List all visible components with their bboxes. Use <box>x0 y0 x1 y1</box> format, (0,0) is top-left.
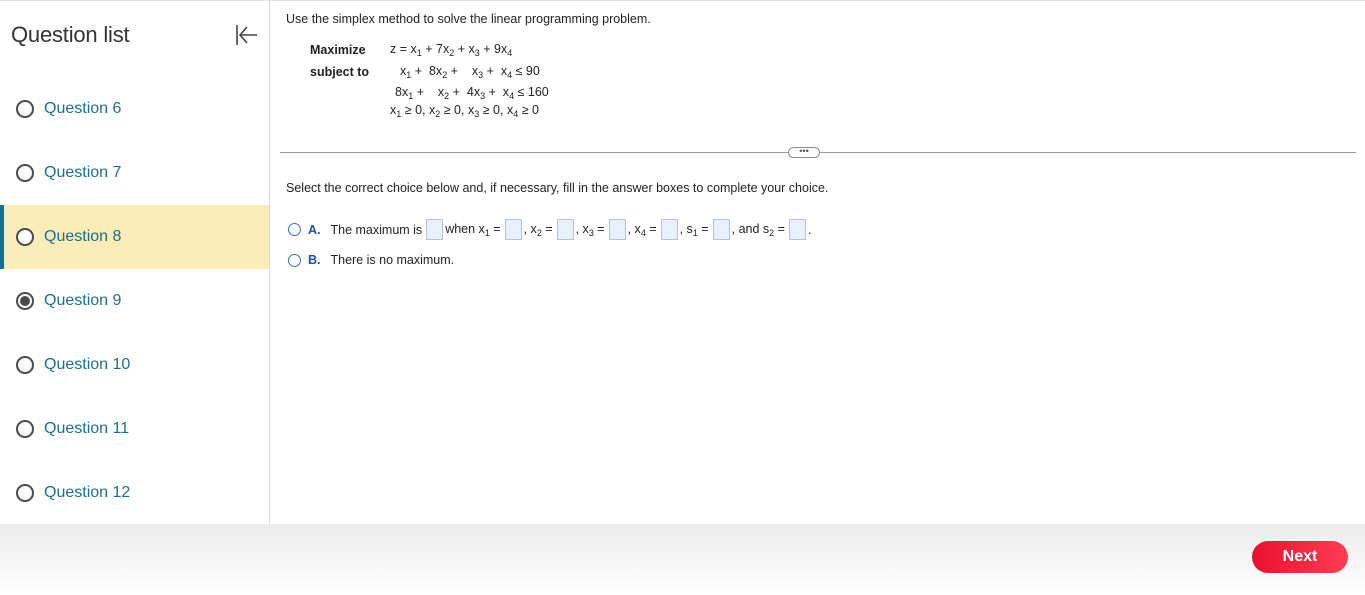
question-label: Question 12 <box>44 484 131 501</box>
x2-input[interactable] <box>557 219 574 240</box>
question-label: Question 10 <box>44 356 131 373</box>
choice-b[interactable] <box>288 253 454 267</box>
next-button[interactable]: Next <box>1252 541 1348 573</box>
x4-label: , $x_4$ = <box>627 221 657 238</box>
question-label: Question 7 <box>44 164 122 181</box>
status-circle-icon <box>16 164 34 182</box>
question-item[interactable] <box>0 269 269 333</box>
question-item[interactable] <box>0 461 269 525</box>
x3-label: , $x_3$ = <box>575 221 605 238</box>
nonnegativity-constraint: $x_1 \ge 0$, $x_2 \ge 0$, $x_3 \ge 0$, $x_4 \ge 0$ <box>390 103 539 119</box>
choice-a-text: The maximum is <box>330 222 423 237</box>
choice-b-letter: B. <box>308 253 321 267</box>
status-circle-icon <box>16 100 34 118</box>
question-item[interactable] <box>0 77 269 141</box>
question-label: Question 6 <box>44 100 122 117</box>
x4-input[interactable] <box>661 219 678 240</box>
question-item-current[interactable] <box>0 205 269 269</box>
choice-a[interactable]: A. The maximum is when $x_1$ = , $x_2$ = , $x_3$ = , $x_4$ = , $s_1$ = , and $s_2$ = . <box>288 219 811 240</box>
question-label: Question 8 <box>44 228 122 245</box>
s2-label: , and $s_2$ = <box>731 221 785 238</box>
question-panel <box>270 0 1365 524</box>
choice-b-text: There is no maximum. <box>330 253 455 267</box>
s1-label: , $s_1$ = <box>679 221 709 238</box>
instruction-text: Use the simplex method to solve the linear programming problem. <box>286 12 651 26</box>
status-circle-icon <box>16 228 34 246</box>
collapse-sidebar-button[interactable] <box>233 23 259 47</box>
constraint-2: $8x_1$ + $x_2 + 4x_3 + x_4 \le 160$ <box>395 85 549 101</box>
status-circle-icon <box>16 420 34 438</box>
x1-input[interactable] <box>505 219 522 240</box>
more-dots-icon[interactable]: ••• <box>788 147 820 158</box>
s2-input[interactable] <box>789 219 806 240</box>
question-label: Question 9 <box>44 292 122 309</box>
question-item[interactable] <box>0 397 269 461</box>
question-label: Question 11 <box>44 420 130 437</box>
question-list-sidebar <box>0 0 270 524</box>
subject-to-label: subject to <box>310 65 370 79</box>
x3-input[interactable] <box>609 219 626 240</box>
when-text: when $x_1$ = <box>445 221 501 238</box>
question-item[interactable] <box>0 333 269 397</box>
constraint-1: $x_1 + 8x_2$ + $x_3 + x_4 \le 90$ <box>400 64 540 80</box>
max-value-input[interactable] <box>426 219 443 240</box>
footer-bar <box>0 524 1365 595</box>
question-item[interactable] <box>0 141 269 205</box>
maximize-label: Maximize <box>310 43 366 57</box>
choice-b-radio[interactable] <box>288 254 301 267</box>
answer-prompt: Select the correct choice below and, if necessary, fill in the answer boxes to complete your choice. <box>286 181 829 195</box>
status-filled-circle-icon <box>16 292 34 310</box>
collapse-left-icon <box>233 23 259 47</box>
status-circle-icon <box>16 484 34 502</box>
s1-input[interactable] <box>713 219 730 240</box>
choice-a-letter: A. <box>308 222 321 237</box>
status-circle-icon <box>16 356 34 374</box>
x2-label: , $x_2$ = <box>523 221 553 238</box>
objective-function: $z = x_1 + 7x_2 + x_3 + 9x_4$ <box>390 42 513 58</box>
question-list-title: Question list <box>11 22 130 47</box>
choice-a-radio[interactable] <box>288 223 301 236</box>
